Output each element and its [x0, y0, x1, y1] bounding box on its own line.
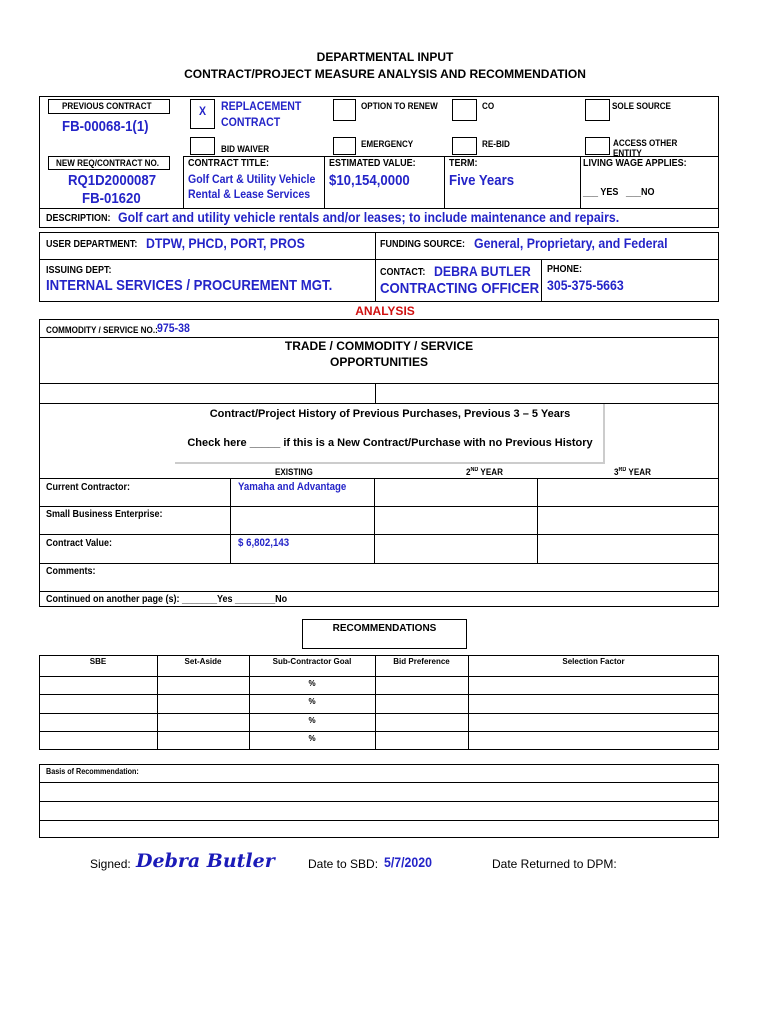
- recommendations-table: [39, 655, 719, 750]
- funding-source-label: FUNDING SOURCE:: [380, 239, 466, 250]
- current-contractor-label: Current Contractor:: [46, 482, 131, 493]
- estimated-value-label: ESTIMATED VALUE:: [329, 158, 416, 169]
- funding-source-value: General, Proprietary, and Federal: [474, 235, 668, 251]
- check-here-text[interactable]: Check here _____ if this is a New Contract/Purchase with no Previous History: [187, 437, 593, 449]
- living-wage-yes[interactable]: ___ YES: [583, 187, 619, 198]
- rec-percent-1: %: [308, 679, 316, 688]
- history-divider-2: [39, 506, 719, 507]
- description-label: DESCRIPTION:: [46, 213, 111, 224]
- title-col-divider-4: [580, 156, 581, 208]
- issuing-dept-value: INTERNAL SERVICES / PROCUREMENT MGT.: [46, 277, 333, 294]
- bid-waiver-checkbox[interactable]: [190, 137, 215, 155]
- trade-heading-1: TRADE / COMMODITY / SERVICE: [284, 339, 474, 353]
- sole-source-label: SOLE SOURCE: [612, 101, 671, 111]
- commodity-label: COMMODITY / SERVICE NO.:: [46, 325, 158, 335]
- col-existing-header: EXISTING: [275, 467, 313, 477]
- contract-value: $ 6,802,143: [238, 537, 290, 549]
- term-label: TERM:: [449, 158, 478, 169]
- col-2nd-year-header: 2ND YEAR: [466, 467, 503, 477]
- rebid-label: RE-BID: [482, 139, 510, 149]
- bid-waiver-label: BID WAIVER: [221, 144, 270, 154]
- previous-contract-label: PREVIOUS CONTRACT: [62, 101, 152, 111]
- signed-label: Signed:: [90, 857, 131, 871]
- date-returned-label: Date Returned to DPM:: [492, 857, 617, 871]
- co-label: CO: [482, 101, 495, 111]
- new-req-value-2: FB-01620: [82, 190, 141, 207]
- description-value: Golf cart and utility vehicle rentals and/or leases; to include maintenance and repairs.: [118, 209, 620, 225]
- phone-value: 305-375-5663: [547, 277, 624, 293]
- col-3rd-year-header: 3RD YEAR: [614, 467, 651, 477]
- rec-header-set-aside: Set-Aside: [184, 657, 222, 666]
- history-col-1: [230, 478, 231, 563]
- basis-label: Basis of Recommendation:: [46, 767, 139, 776]
- rec-header-bid-preference: Bid Preference: [393, 657, 450, 666]
- estimated-value: $10,154,0000: [329, 172, 410, 189]
- analysis-heading: ANALYSIS: [355, 304, 415, 318]
- title-col-divider-1: [183, 156, 184, 208]
- replacement-label-1: REPLACEMENT: [221, 99, 302, 113]
- rec-col-3: [375, 655, 376, 750]
- rec-header-selection-factor: Selection Factor: [562, 657, 625, 666]
- form-title-line2: CONTRACT/PROJECT MEASURE ANALYSIS AND RECOMMENDATION: [184, 67, 586, 81]
- history-col-3: [537, 478, 538, 563]
- comments-label: Comments:: [46, 566, 96, 577]
- department-col-divider: [375, 232, 376, 302]
- emergency-label: EMERGENCY: [361, 139, 414, 149]
- replacement-label-2: CONTRACT: [221, 115, 281, 129]
- contact-label: CONTACT:: [380, 267, 426, 278]
- basis-row-1: [39, 782, 719, 783]
- date-to-sbd-label: Date to SBD:: [308, 857, 379, 871]
- term-value: Five Years: [449, 172, 515, 189]
- contract-title-value-2: Rental & Lease Services: [188, 187, 311, 201]
- rec-row-4: [39, 731, 719, 732]
- rec-row-1: [39, 676, 719, 677]
- trade-divider-1: [39, 383, 719, 384]
- current-contractor-value: Yamaha and Advantage: [238, 481, 347, 493]
- contact-title: CONTRACTING OFFICER: [380, 280, 540, 297]
- rec-header-subcontractor-goal: Sub-Contractor Goal: [272, 657, 352, 666]
- living-wage-label: LIVING WAGE APPLIES:: [583, 158, 687, 169]
- access-other-checkbox[interactable]: [585, 137, 610, 155]
- issuing-dept-label: ISSUING DEPT:: [46, 265, 112, 276]
- contract-title-value-1: Golf Cart & Utility Vehicle: [188, 172, 316, 186]
- option-to-renew-checkbox[interactable]: [333, 99, 356, 121]
- rec-percent-4: %: [308, 734, 316, 743]
- contract-value-label: Contract Value:: [46, 538, 113, 549]
- living-wage-no[interactable]: ___NO: [626, 187, 655, 198]
- previous-contract-value: FB-00068-1(1): [62, 118, 149, 135]
- title-col-divider-2: [324, 156, 325, 208]
- sbe-label: Small Business Enterprise:: [46, 509, 163, 520]
- rec-header-sbe: SBE: [89, 657, 107, 666]
- trade-col-divider: [375, 383, 376, 403]
- history-divider-4: [39, 563, 719, 564]
- history-divider-5: [39, 591, 719, 592]
- commodity-value: 975-38: [157, 321, 190, 335]
- co-checkbox[interactable]: [452, 99, 477, 121]
- title-col-divider-3: [444, 156, 445, 208]
- history-col-2: [374, 478, 375, 563]
- commodity-divider: [39, 337, 719, 338]
- recommendations-heading: RECOMMENDATIONS: [332, 623, 437, 634]
- rec-col-4: [468, 655, 469, 750]
- replacement-check-mark: X: [199, 104, 207, 118]
- new-req-value-1: RQ1D2000087: [68, 172, 157, 189]
- emergency-checkbox[interactable]: [333, 137, 356, 155]
- history-divider-3: [39, 534, 719, 535]
- form-title-line1: DEPARTMENTAL INPUT: [316, 50, 454, 64]
- trade-heading-2: OPPORTUNITIES: [329, 355, 428, 369]
- title-row-divider: [183, 156, 719, 157]
- basis-row-3: [39, 820, 719, 821]
- rec-row-3: [39, 713, 719, 714]
- history-title: Contract/Project History of Previous Purchases, Previous 3 – 5 Years: [209, 408, 571, 420]
- new-req-label: NEW REQ/CONTRACT NO.: [56, 158, 160, 168]
- continued-label: Continued on another page (s): _______Yes ________No: [46, 594, 288, 605]
- phone-label: PHONE:: [547, 264, 583, 275]
- contract-title-label: CONTRACT TITLE:: [188, 158, 269, 169]
- phone-col-divider: [541, 259, 542, 302]
- contact-name: DEBRA BUTLER: [434, 263, 531, 279]
- user-department-label: USER DEPARTMENT:: [46, 239, 138, 250]
- rebid-checkbox[interactable]: [452, 137, 477, 155]
- history-divider-1: [39, 478, 719, 479]
- rec-percent-3: %: [308, 716, 316, 725]
- signature: Debra Butler: [136, 850, 275, 872]
- access-other-label-2: ENTITY: [613, 148, 642, 158]
- sole-source-checkbox[interactable]: [585, 99, 610, 121]
- user-department-value: DTPW, PHCD, PORT, PROS: [146, 235, 305, 251]
- basis-row-2: [39, 801, 719, 802]
- rec-col-1: [157, 655, 158, 750]
- rec-percent-2: %: [308, 697, 316, 706]
- option-to-renew-label: OPTION TO RENEW: [361, 101, 438, 111]
- date-to-sbd-value: 5/7/2020: [384, 854, 432, 870]
- access-other-label-1: ACCESS OTHER: [613, 138, 678, 148]
- department-row-divider: [39, 259, 719, 260]
- rec-row-2: [39, 694, 719, 695]
